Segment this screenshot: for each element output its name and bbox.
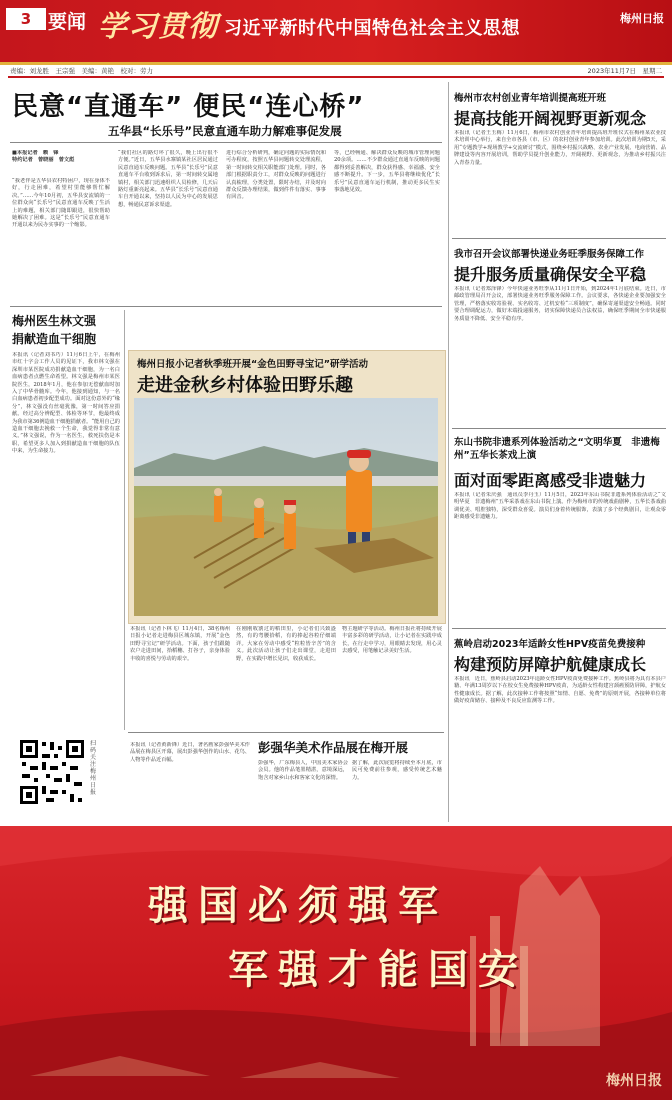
brand-name: 梅州日报 — [620, 12, 664, 25]
art-col-2: 彭强华，广东梅县人，中国美术家协会会员。他的作品笔墨精湛，意境深远，饱含对家乡山水和客家文化的深情。 — [258, 760, 348, 781]
art-col-3: 据了解，此次展览将持续至本月底，市民可免费前往参观，感受传统艺术魅力。 — [352, 760, 442, 781]
art-col-1: 本报讯（记者黄新锋）近日，著名画家彭强华美术作品展在梅县区开幕，展出彭强华创作的山水、花鸟、人物等作品近百幅。 — [130, 742, 250, 763]
page-number: 3 — [6, 8, 46, 30]
feature-title: 走进金秋乡村体验田野乐趣 — [137, 375, 353, 396]
qr-code[interactable] — [18, 738, 86, 806]
banner-line-1: 强国必须强军 — [148, 883, 448, 929]
right-mid-body: 本报讯（记者郑泽锋）今年快递业务旺季从11月1日开始，到2024年1月底结束。近日，市邮政管理局召开会议，部署快递业务旺季服务保障工作。会议要求，各快递企业要加强安全管理，严格落实收寄验视、实名收寄、过机安检“三项制度”，确保寄递渠道安全畅通。同时要合理调配运力，做好末端投递服务，切实保障快递员合法权益，确保旺季期间全市快递服务质量不降低、安全平稳有序。 — [454, 286, 666, 322]
lead-col-3: 进行综合分析研判，确定问题的实际情况和可办程度，按照五华县问题转交处理流程，第一时间转交相关职能部门处理。同时，各部门根据职责分工，对群众反映的问题进行认真梳理，分类处置，限时办结，并及时向群众反馈办理结果，做到件件有落实、事事有回音。 — [226, 150, 326, 201]
lead-col-2: “我们社区的路灯坏了很久，晚上出行很不方便。”近日，五华县水寨镇某社区居民通过民意直通车反映问题。五华县“长乐号”民意直通车平台收到诉求后，第一时间转交属地镇村，相关部门迅速组织人员检修，几天后路灯重新亮起来。五华县“长乐号”民意直通车自开通以来，坚持以人民为中心的发展思想，畅通民意诉求渠道。 — [118, 150, 218, 208]
banner-line-2: 军强才能国安 — [228, 947, 528, 993]
slogan-main: 学习贯彻 — [98, 9, 219, 43]
propaganda-banner — [0, 826, 672, 1100]
editors: 责编：刘龙胜 王宗强 美编：黄艳 校对：劳力 — [10, 67, 153, 75]
lead-title: 民意“直通车” 便民“连心桥” — [12, 92, 365, 122]
right-rule-3 — [452, 628, 666, 629]
feature-col-2: 在刚刚收割过的稻田里，小记者们兴致盎然，有的弯腰拾稻，有的捧起谷粒仔细端详。大家在劳动中感受“粒粒皆辛苦”的含义。此次活动让孩子们走出课堂，走进田野，在实践中增长见识，收获成长。 — [236, 626, 336, 662]
right-intangible-title: 面对面零距离感受非遗魅力 — [454, 471, 647, 490]
slogan-rest: 习近平新时代中国特色社会主义思想 — [224, 18, 520, 39]
doctor-body: 本报讯（记者刘书巧）11月6日上午，在梅州市红十字会工作人员的见证下，我市林文强在深圳市某医院成功捐献造血干细胞，为一名白血病患者点燃生命希望。林文强是梅州市某医院医生，2018年1月，他在参加无偿献血时加入了中华骨髓库。今年，他接到通知，与一名白血病患者初步配型成功。面对这份意外的“缘分”，林文强没有丝毫犹豫，第一时间答应捐献。经过高分辨配型、体检等环节，他最终成为我市第36例造血干细胞捐献者。“能用自己的造血干细胞去挽救一个生命，我觉得非常有意义。”林文强说，作为一名医生，救死扶伤是本职，希望更多人加入到捐献造血干细胞的队伍中来，为生命接力。 — [12, 352, 120, 455]
feature-col-1: 本报讯（记者卜林飞）11月4日，38名梅州日报小记者走进梅县区城东镇，开展“金色田野寻宝记”研学活动。下面，孩子们跟随农户走进田间，拾稻穗、打谷子，亲身体验丰收的喜悦与劳动的艰辛。 — [130, 626, 230, 662]
feature-col-3: 物主题研学等活动。梅州日报社将持续开展丰富多彩的研学活动，让小记者在实践中成长，在行走中学习，用眼睛去发现，用心灵去感受，用笔触记录美好生活。 — [342, 626, 442, 655]
header-rule — [8, 76, 664, 78]
right-mid-kicker: 我市召开会议部署快递业务旺季服务保障工作 — [454, 249, 645, 260]
right-vaccine-body: 本报讯 近日，蕉岭县启动2023年适龄女性HPV疫苗免费接种工作。蕉岭县将为具有本县户籍、年满13周岁以下在校女生免费接种HPV疫苗，为适龄女性构建宫颈癌预防屏障，护航女性健康成长。据了解，此次接种工作将按照“知情、自愿、免费”的原则开展，各接种单位将做好疫苗储存、接种及不良反应监测等工作。 — [454, 676, 666, 705]
newspaper-brand — [620, 10, 664, 26]
doctor-title-2: 捐献造血干细胞 — [12, 332, 97, 346]
feature-kicker: 梅州日报小记者秋季班开展“金色田野寻宝记”研学活动 — [137, 359, 368, 370]
right-rule-1 — [452, 238, 666, 239]
header-bar — [0, 0, 672, 65]
qr-caption: 扫码关注梅州日报 — [90, 740, 97, 796]
right-rule-2 — [452, 428, 666, 429]
doctor-title-1: 梅州医生林文强 — [12, 314, 97, 328]
lead-byline: ■本报记者 赖 锋 特约记者 曾晓丽 曾文彪 — [12, 150, 75, 164]
banner-brand: 梅州日报 — [606, 1073, 662, 1089]
right-vaccine-title: 构建预防屏障护航健康成长 — [454, 655, 647, 674]
right-top-title: 提高技能开阔视野更新观念 — [454, 109, 647, 128]
lead-subtitle: 五华县“长乐号”民意直通车助力解难事促发展 — [108, 124, 342, 138]
right-top-body: 本报讯（记者王玉梅）11月6日，梅州市农村创业青年培训提高班开班仪式在梅州某农业技术培训中心举行，来自全市各县（市、区）的农村创业青年参加培训。此次培训为期5天，采用“专题教学+现场教学+交流研讨”模式，围绕乡村振兴战略、农业产业发展、电商营销、品牌建设等内容开展培训，帮助学员提升创业能力，开阔视野、更新观念，为推动乡村振兴注入青春力量。 — [454, 130, 666, 166]
issue-date: 2023年11月7日 星期二 — [587, 67, 662, 75]
feature-photo — [134, 398, 438, 616]
art-top-rule — [128, 732, 444, 733]
lead-col-1: “我老伴是五华县农村特困户，现在身体不好，行走困难，希望村里能够帮忙解决。”……今年10月初，五华县安流镇的一位群众向“长乐号”民意直通车反映了生活上的难题，相关部门随即跟进，很快帮助她解决了困难。这是“长乐号”民意直通车开通以来为民办实事的一个缩影。 — [12, 178, 110, 229]
qr-code-icon — [18, 738, 86, 806]
section-name: 要闻 — [48, 11, 87, 33]
lead-col-4: 等，已经畅通、解决群众反映的城市管理问题20余项。……不少群众通过直通车反映的问题都得到妥善解决，群众获得感、幸福感、安全感不断提升。下一步，五华县将继续优化“长乐号”民意直通车运行机制，推动更多民生实事落地见效。 — [334, 150, 440, 194]
right-top-kicker: 梅州市农村创业青年培训提高班开班 — [454, 93, 607, 104]
art-title: 彭强华美术作品展在梅开展 — [258, 740, 409, 755]
lead-rule — [10, 142, 442, 143]
right-vaccine-kicker: 蕉岭启动2023年适龄女性HPV疫苗免费接种 — [454, 639, 646, 650]
right-intangible-body: 本报讯（记者朱庆强 通讯员李丹玉）11月5日，2023年东山书院非遗系列体验活动之“文明华夏 非遗梅州”五华采茶戏在东山书院上演。作为梅州市的传统戏曲剧种，五华长茶戏曲调优美、唱腔独特，深受群众喜爱。演员们身着传统服饰，表演了多个经典剧目，让观众零距离感受非遗魅力。 — [454, 492, 666, 521]
right-col-divider — [448, 82, 449, 822]
rice-field-photo — [134, 398, 438, 616]
right-mid-title: 提升服务质量确保安全平稳 — [454, 265, 647, 284]
meta-line — [10, 66, 662, 75]
right-intangible-kicker: 东山书院非遗系列体验活动之“文明华夏 非遗梅州”五华长茶戏上演 — [454, 437, 660, 461]
left-col-divider — [124, 310, 125, 730]
lead-bottom-rule — [10, 306, 442, 307]
